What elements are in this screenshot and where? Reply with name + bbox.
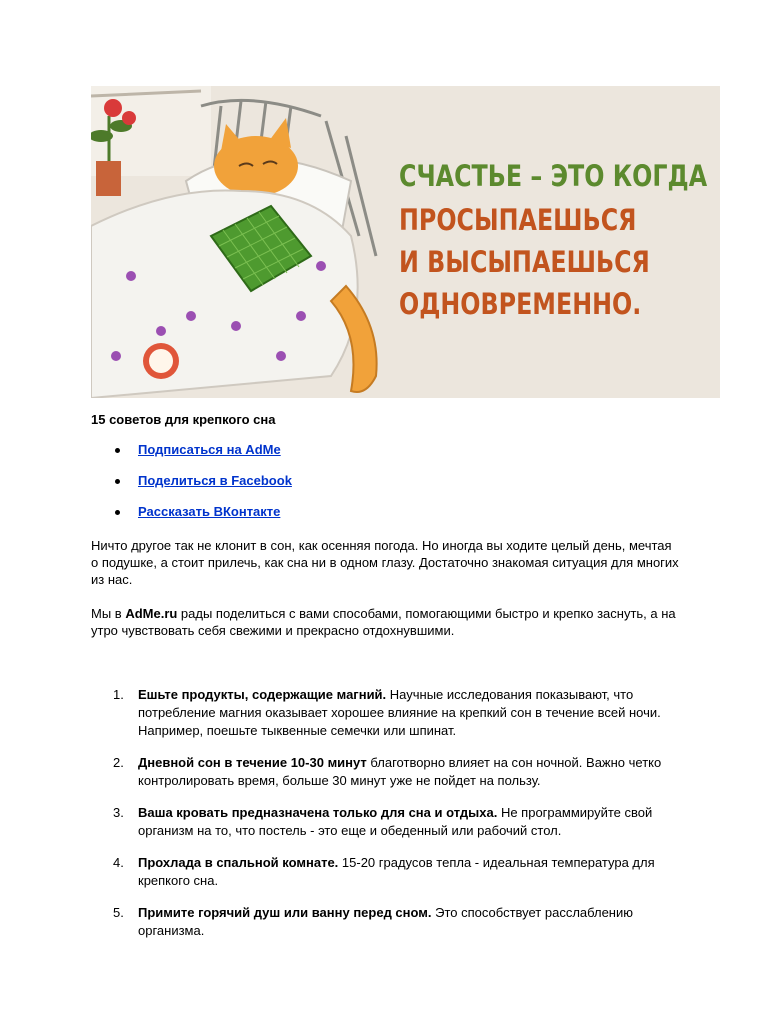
share-facebook-link[interactable]: Поделиться в Facebook [138,473,292,488]
tip-number: 1. [113,687,124,702]
tip-item [91,904,671,940]
list-item [91,472,391,503]
tip-number: 3. [113,805,124,820]
tip-heading: Прохлада в спальной комнате. [138,855,339,870]
list-item [91,503,391,534]
hero-image [91,86,720,398]
tip-text: 15-20 градусов тепла - идеальная температура для крепкого сна. [138,855,655,888]
list-item [91,441,391,472]
intro2-prefix: Мы в [91,606,126,621]
tips-list [91,686,671,954]
tip-text: Научные исследования показывают, что потребление магния оказывает хорошее влияние на крепкий сон в течение всей ночи. Например, поешьте тыквенные семечки или шпинат. [138,687,661,738]
tip-number: 2. [113,755,124,770]
brand-name: AdMe.ru [125,606,178,621]
tip-text: Не программируйте свой организм на то, что постель - это еще и обеденный или рабочий стол. [138,805,653,838]
tip-heading: Дневной сон в течение 10-30 минут [138,755,367,770]
intro2-rest: рады поделиться с вами способами, помогающими быстро и крепко заснуть, а на утро чувствовать себя свежими и прекрасно отдохнувшими. [91,606,676,638]
tip-item [91,854,671,890]
share-vkontakte-link[interactable]: Рассказать ВКонтакте [138,504,281,519]
tip-number: 5. [113,905,124,920]
share-links-list [91,441,391,534]
hero-text-line-1: СЧАСТЬЕ – ЭТО КОГДА [399,159,708,193]
tip-item [91,686,671,740]
tip-item [91,804,671,840]
hero-text-line-3: И ВЫСЫПАЕШЬСЯ [399,245,650,279]
intro-paragraph-2 [91,605,681,639]
hero-text-line-2: ПРОСЫПАЕШЬСЯ [399,203,637,237]
tip-heading: Ешьте продукты, содержащие магний. [138,687,387,702]
tip-heading: Примите горячий душ или ванну перед сном. [138,905,432,920]
article-title: 15 советов для крепкого сна [91,412,276,427]
sleeping-cat-illustration [91,86,720,398]
tip-text: Это способствует расслаблению организма. [138,905,634,938]
intro-paragraph: Ничто другое так не клонит в сон, как осенняя погода. Но иногда вы ходите целый день, мечтая о подушке, а стоит прилечь, как сна ни в одном глазу. Достаточно знакомая ситуация для многих из нас. [91,538,679,587]
hero-text-line-4: ОДНОВРЕМЕННО. [399,287,642,321]
tip-text: благотворно влияет на сон ночной. Важно четко контролировать время, больше 30 минут уже не пойдет на пользу. [138,755,662,788]
tip-heading: Ваша кровать предназначена только для сна и отдыха. [138,805,498,820]
tip-item [91,754,671,790]
subscribe-adme-link[interactable]: Подписаться на AdMe [138,442,281,457]
tip-number: 4. [113,855,124,870]
